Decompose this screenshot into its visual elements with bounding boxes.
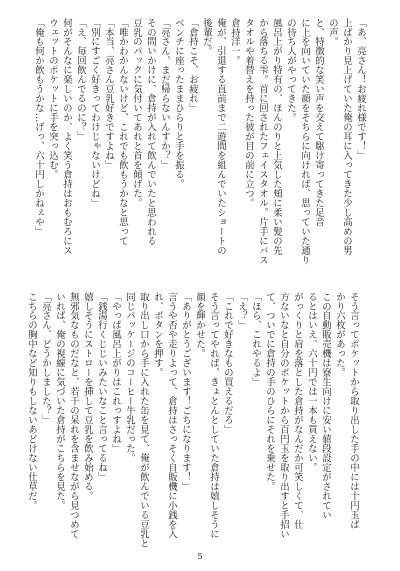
lower-line: 取り出し口から手に入れた缶を見て、俺が飲んでいる豆乳と <box>138 292 149 549</box>
upper-line: タオルや着替えを持った彼が目の前に立つ。 <box>243 18 254 208</box>
lower-line: この自動販売機は寮生向けに安い値段設定がされてい <box>320 292 331 520</box>
upper-line: 何がそんなに楽しいのか、よく笑う倉持はおもむろにス <box>61 18 72 256</box>
upper-line: 後輩だ。 <box>201 18 212 56</box>
upper-line: ベンチに座ったままひらりと手を振る。 <box>173 18 184 189</box>
lower-line: がっくりと肩を落とした倉持がなんだか可笑しくて、仕 <box>292 292 303 530</box>
lower-line: 「え？」 <box>236 292 247 330</box>
lower-line: 「銭湯行くじじいみたいなこと言ってるね」 <box>96 292 107 482</box>
lower-line: 嬉しそうにストローを挿して豆乳を飲み始める。 <box>82 292 93 501</box>
upper-line: 「え、毎回飲んでるのに？」 <box>75 18 86 142</box>
upper-line: の待ち人がやってきた。 <box>285 18 296 123</box>
lower-line: て、ついでに倉持の手のひらにそれを乗せた。 <box>264 292 275 492</box>
lower-line: 方ないなと自分のポケットから百円玉を取り出すと手招い <box>278 292 289 539</box>
upper-line: 「本当、亮さん豆乳好きですよね」 <box>103 18 114 170</box>
upper-line: から落ちる雫。首に回されたフェイスタオル。片手にバス <box>257 18 268 265</box>
lower-line: 同じパッケージのコーヒー牛乳だった。 <box>124 292 135 463</box>
upper-line: 上ばかり見上げていた俺の耳に入ってきた少し高めの男 <box>341 18 352 256</box>
lower-line: 顔を輝かせた。 <box>194 292 205 359</box>
lower-line: 「ありがとうございます！ごちになります！」 <box>180 292 191 492</box>
text-block-upper <box>33 18 367 266</box>
upper-line: 倉持洋一。 <box>229 18 240 66</box>
upper-line: 「俺も何か飲もうかな…げっ、六十円しかねぇや」 <box>33 18 44 237</box>
lower-line: 無邪気なものだなと、若干の呆れを含ませながら見つめて <box>68 292 79 539</box>
upper-line: 「別にすごく好きってわけじゃないけどね」 <box>89 18 100 208</box>
upper-line: 「倉持こそ、お疲れ」 <box>187 18 198 113</box>
upper-line: 「あ、亮さん！お疲れ様です！」 <box>355 18 366 161</box>
upper-line: 「唯かわかんないけど、これでも飲もうかなと思って <box>117 18 128 246</box>
lower-line: れ、ボタンを押す。 <box>152 292 163 378</box>
lower-line: 「やっぱ風呂上がりはこれっすよね」 <box>110 292 121 454</box>
lower-line: かり六枚があった。 <box>334 292 345 378</box>
upper-line: ウェットのポケットに手を突っ込む。 <box>47 18 58 180</box>
upper-line: 豆乳のパックに気付いてあれと首を傾げた。 <box>131 18 142 208</box>
lower-line: いれば、俺の視線に気づいた倉持がこちらを見た。 <box>54 292 65 511</box>
upper-line: その問いかけに、倉持が入れて飲んでいたと思われる <box>145 18 156 246</box>
upper-line: の声。 <box>327 18 338 47</box>
lower-line: るとはいえ、六十円では一本も買えない。 <box>306 292 317 473</box>
lower-line: そう言ってやれば、きょとんとしていた倉持は嬉しそうに <box>208 292 219 539</box>
upper-line: 風呂上がり特有の、ほんのりと上気した頬に柔い髪の先 <box>271 18 282 256</box>
upper-line: に上を向いていた顔をそちらに向ければ、思っていた通り <box>299 18 310 265</box>
lower-line: 「ほら、これやるよ」 <box>250 292 261 387</box>
lower-line: そう言ってポケットから取り出した手の中には十円玉ば <box>348 292 359 530</box>
upper-line: 俺が、引退する直前まで二遊間を組んでいたショートの <box>215 18 226 256</box>
lower-line: 「亮さん、どうかしました？」 <box>40 292 51 425</box>
upper-line: 「亮さん、まだ帰らないんすか？」 <box>159 18 170 170</box>
page-number: 5 <box>197 552 203 561</box>
upper-line: と、特徴的な笑い声を交えて駆け寄ってきた足音 <box>313 18 324 227</box>
lower-line: 言うや否や走りよって、倉持はさっそく自販機に小銭を入 <box>166 292 177 539</box>
lower-line: 「これで好きなもの買えるだろ」 <box>222 292 233 435</box>
text-block-lower <box>26 292 360 549</box>
lower-line: こちらの胸中など知りもしないあどけない仕草だ。 <box>26 292 37 511</box>
